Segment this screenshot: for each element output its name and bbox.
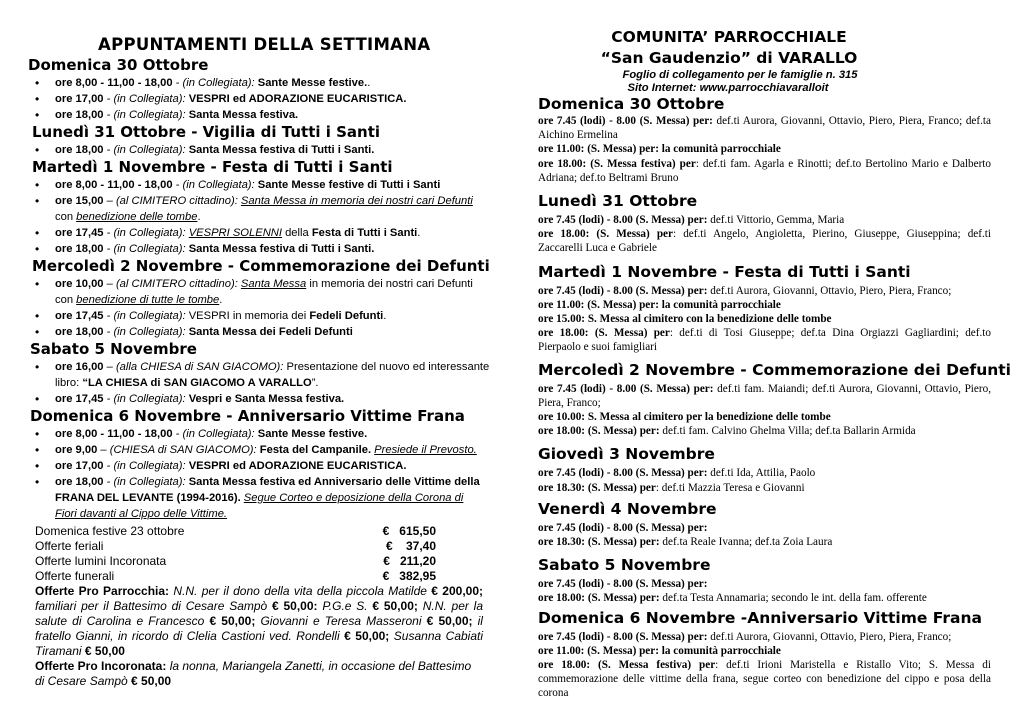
offerta-row: Offerte lumini Incoronata € 211,20 (35, 554, 436, 568)
schedule-day (538, 444, 991, 494)
day-heading: Sabato 5 Novembre (538, 556, 711, 575)
day-heading: Lunedì 31 Ottobre (538, 192, 698, 211)
day-heading: Martedì 1 Novembre - Festa di Tutti i Santi (538, 262, 911, 281)
schedule-entry: ore 11.00: (S. Messa) per: la comunità parrocchiale (538, 644, 781, 657)
schedule-entry: ore 18.00: (S. Messa) per: def.ti fam. Calvino Ghelma Villa; def.ta Ballarin Armida (538, 425, 916, 438)
schedule-entry: ore 7.45 (lodi) - 8.00 (S. Messa) per: (538, 521, 708, 534)
schedule-entry: ore 15.00: S. Messa al cimitero con la benedizione delle tombe (538, 313, 832, 326)
schedule-entry: ore 7.45 (lodi) - 8.00 (S. Messa) per: def.ti Vittorio, Gemma, Maria (538, 214, 845, 227)
schedule-entry: ore 7.45 (lodi) - 8.00 (S. Messa) per: def.ti Aurora, Giovanni, Ottavio, Piero, Piera, Franco; (538, 284, 952, 297)
header-note: Foglio di collegamento per le famiglie n. 315 (622, 69, 858, 81)
day-heading: Domenica 30 Ottobre (28, 56, 209, 74)
schedule-day (538, 360, 1011, 439)
list-item: • ore 9,00 – (CHIESA di SAN GIACOMO): Festa del Campanile. Presiede il Prevosto. (28, 442, 490, 458)
list-item: • ore 17,00 - (in Collegiata): VESPRI ed ADORAZIONE EUCARISTICA. (28, 458, 490, 474)
list-item: • ore 18,00 - (in Collegiata): Santa Messa dei Fedeli Defunti (28, 324, 490, 340)
schedule-entry: ore 18.00: (S. Messa) per: def.ti di Tosi Giuseppe; def.ta Dina Orgiazzi Gagliardini; def.to Pierpaolo e suoi famigliari (538, 327, 991, 354)
schedule-entry: ore 7.45 (lodi) - 8.00 (S. Messa) per: def.ti Aurora, Giovanni, Ottavio, Piero, Piera, Franco; (538, 630, 952, 643)
offerta-row: Offerte funerali € 382,95 (35, 569, 436, 583)
day-heading: Sabato 5 Novembre (30, 340, 197, 358)
section-title: APPUNTAMENTI DELLA SETTIMANA (98, 35, 431, 54)
schedule-day (538, 555, 991, 605)
day-heading: Domenica 6 Novembre - Anniversario Vittime Frana (30, 407, 465, 425)
day-heading: Mercoledì 2 Novembre - Commemorazione dei Defunti (538, 360, 1011, 379)
schedule-entry: ore 7.45 (lodi) - 8.00 (S. Messa) per: def.ti Ida, Attilia, Paolo (538, 467, 816, 480)
schedule-entry: ore 11.00: (S. Messa) per: la comunità parrocchiale (538, 298, 781, 311)
day-heading: Giovedì 3 Novembre (538, 445, 715, 464)
offerte-pro-incoronata: Offerte Pro Incoronata: la nonna, Mariangela Zanetti, in occasione del Battesimo di Cesare Sampò € 50,00 (35, 659, 472, 688)
schedule-entry: ore 18.00: (S. Messa festiva) per: def.ti Irioni Maristella e Ristallo Vito; S. Messa di commemorazione delle vittime della frana, segue corteo con benedizione del cippo e posa della corona (538, 659, 991, 700)
day-heading: Mercoledì 2 Novembre - Commemorazione dei Defunti (32, 257, 490, 275)
parish-header (536, 27, 992, 95)
list-item: • ore 8,00 - 11,00 - 18,00 - (in Collegiata): Sante Messe festive di Tutti i Santi (28, 177, 490, 193)
list-item: • ore 10,00 – (al CIMITERO cittadino): Santa Messa in memoria dei nostri cari Defunti con benedizione di tutte le tombe. (28, 276, 490, 308)
schedule-day (538, 94, 991, 185)
list-item: • ore 17,00 - (in Collegiata): VESPRI ed ADORAZIONE EUCARISTICA. (28, 91, 490, 107)
schedule-entry: ore 11.00: (S. Messa) per: la comunità parrocchiale (538, 143, 781, 156)
day-heading: Venerdì 4 Novembre (538, 499, 717, 518)
schedule-entry: ore 18.30: (S. Messa) per: def.ti Mazzia Teresa e Giovanni (538, 481, 805, 494)
schedule-entry: ore 18.00: (S. Messa) per: def.ti Angelo, Angioletta, Pierino, Giuseppe, Giuseppina; def.ti Zaccarelli Luca e Gabriele (538, 228, 992, 255)
list-item: • ore 8,00 - 11,00 - 18,00 - (in Collegiata): Sante Messe festive.. (28, 75, 490, 91)
list-item: • ore 18,00 - (in Collegiata): Santa Messa festiva di Tutti i Santi. (28, 241, 490, 257)
offerte-pro-parrocchia: Offerte Pro Parrocchia: N.N. per il dono della vita della piccola Matilde € 200,00; familiari per il Battesimo di Cesare Sampò € 50,00: P.G.e S. € 50,00; N.N. per la salute di Carolina e Francesco € 50,00; Giovanni e Teresa Masseroni € 50,00; il fratello Gianni, in ricordo di Clelia Castioni ved. Rondelli € 50,00; Susanna Cabiati Tiramani € 50,00 (35, 584, 484, 658)
list-item: • ore 18,00 - (in Collegiata): Santa Messa festiva. (28, 107, 490, 123)
schedule-entry: ore 18.30: (S. Messa) per: def.ta Reale Ivanna; def.ta Zoia Laura (538, 536, 833, 549)
list-item: • ore 8,00 - 11,00 - 18,00 - (in Collegiata): Sante Messe festive. (28, 426, 490, 442)
schedule-entry: ore 7.45 (lodi) - 8.00 (S. Messa) per: def.ti fam. Maiandi; def.ti Aurora, Giovanni, Ottavio, Piero, Piera, Franco; (538, 382, 991, 409)
schedule-day (538, 191, 991, 256)
list-item: • ore 17,45 - (in Collegiata): VESPRI SOLENNI della Festa di Tutti i Santi. (28, 225, 490, 241)
header-website: Sito Internet: www.parrocchiavaralloit (627, 82, 829, 94)
schedule-entry: ore 18.00: (S. Messa) per: def.ta Testa Annamaria; secondo le int. della fam. offerente (538, 592, 927, 605)
list-item: • ore 17,45 - (in Collegiata): Vespri e Santa Messa festiva. (28, 391, 490, 407)
schedule-entry: ore 18.00: (S. Messa festiva) per: def.ti fam. Agarla e Rinotti; def.to Bertolino Mario e Dalberto Adriana; def.to Beltrami Bruno (538, 157, 991, 184)
day-heading: Domenica 30 Ottobre (538, 95, 725, 113)
day-heading: Domenica 6 Novembre -Anniversario Vittime Frana (538, 608, 982, 627)
day-heading: Lunedì 31 Ottobre - Vigilia di Tutti i Santi (32, 123, 381, 141)
day-heading: Martedì 1 Novembre - Festa di Tutti i Santi (32, 158, 393, 176)
list-item: • ore 18,00 - (in Collegiata): Santa Messa festiva di Tutti i Santi. (28, 142, 490, 158)
schedule-entry: ore 7.45 (lodi) - 8.00 (S. Messa) per: (538, 578, 708, 591)
schedule-entry: ore 10.00: S. Messa al cimitero per la benedizione delle tombe (538, 411, 831, 424)
schedule-day (538, 608, 991, 701)
header-subtitle: “San Gaudenzio” di VARALLO (600, 49, 858, 67)
schedule-day (538, 499, 991, 549)
list-item: • ore 16,00 – (alla CHIESA di SAN GIACOMO): Presentazione del nuovo ed interessante libro: “LA CHIESA di SAN GIACOMO A VARALLO”. (28, 359, 490, 391)
offerta-row: Offerte feriali € 37,40 (35, 539, 436, 553)
mass-schedule (538, 94, 1011, 701)
schedule-entry: ore 7.45 (lodi) - 8.00 (S. Messa) per: def.ti Aurora, Giovanni, Ottavio, Piero, Piera, Franco; def.ta Aichino Ermelina (538, 115, 991, 142)
header-title: COMUNITA’ PARROCCHIALE (611, 28, 847, 46)
offerte-list (28, 524, 490, 584)
list-item: • ore 18,00 - (in Collegiata): Santa Messa festiva ed Anniversario delle Vittime della FRANA DEL LEVANTE (1994-2016). Segue Corteo e deposizione della Corona di Fiori davanti al Cippo delle Vittime. (28, 474, 490, 522)
schedule-day (538, 262, 991, 355)
offerta-row: Domenica festive 23 ottobre € 615,50 (35, 524, 436, 538)
list-item: • ore 17,45 - (in Collegiata): VESPRI in memoria dei Fedeli Defunti. (28, 308, 490, 324)
list-item: • ore 15,00 – (al CIMITERO cittadino): Santa Messa in memoria dei nostri cari Defunti con benedizione delle tombe. (28, 193, 490, 225)
